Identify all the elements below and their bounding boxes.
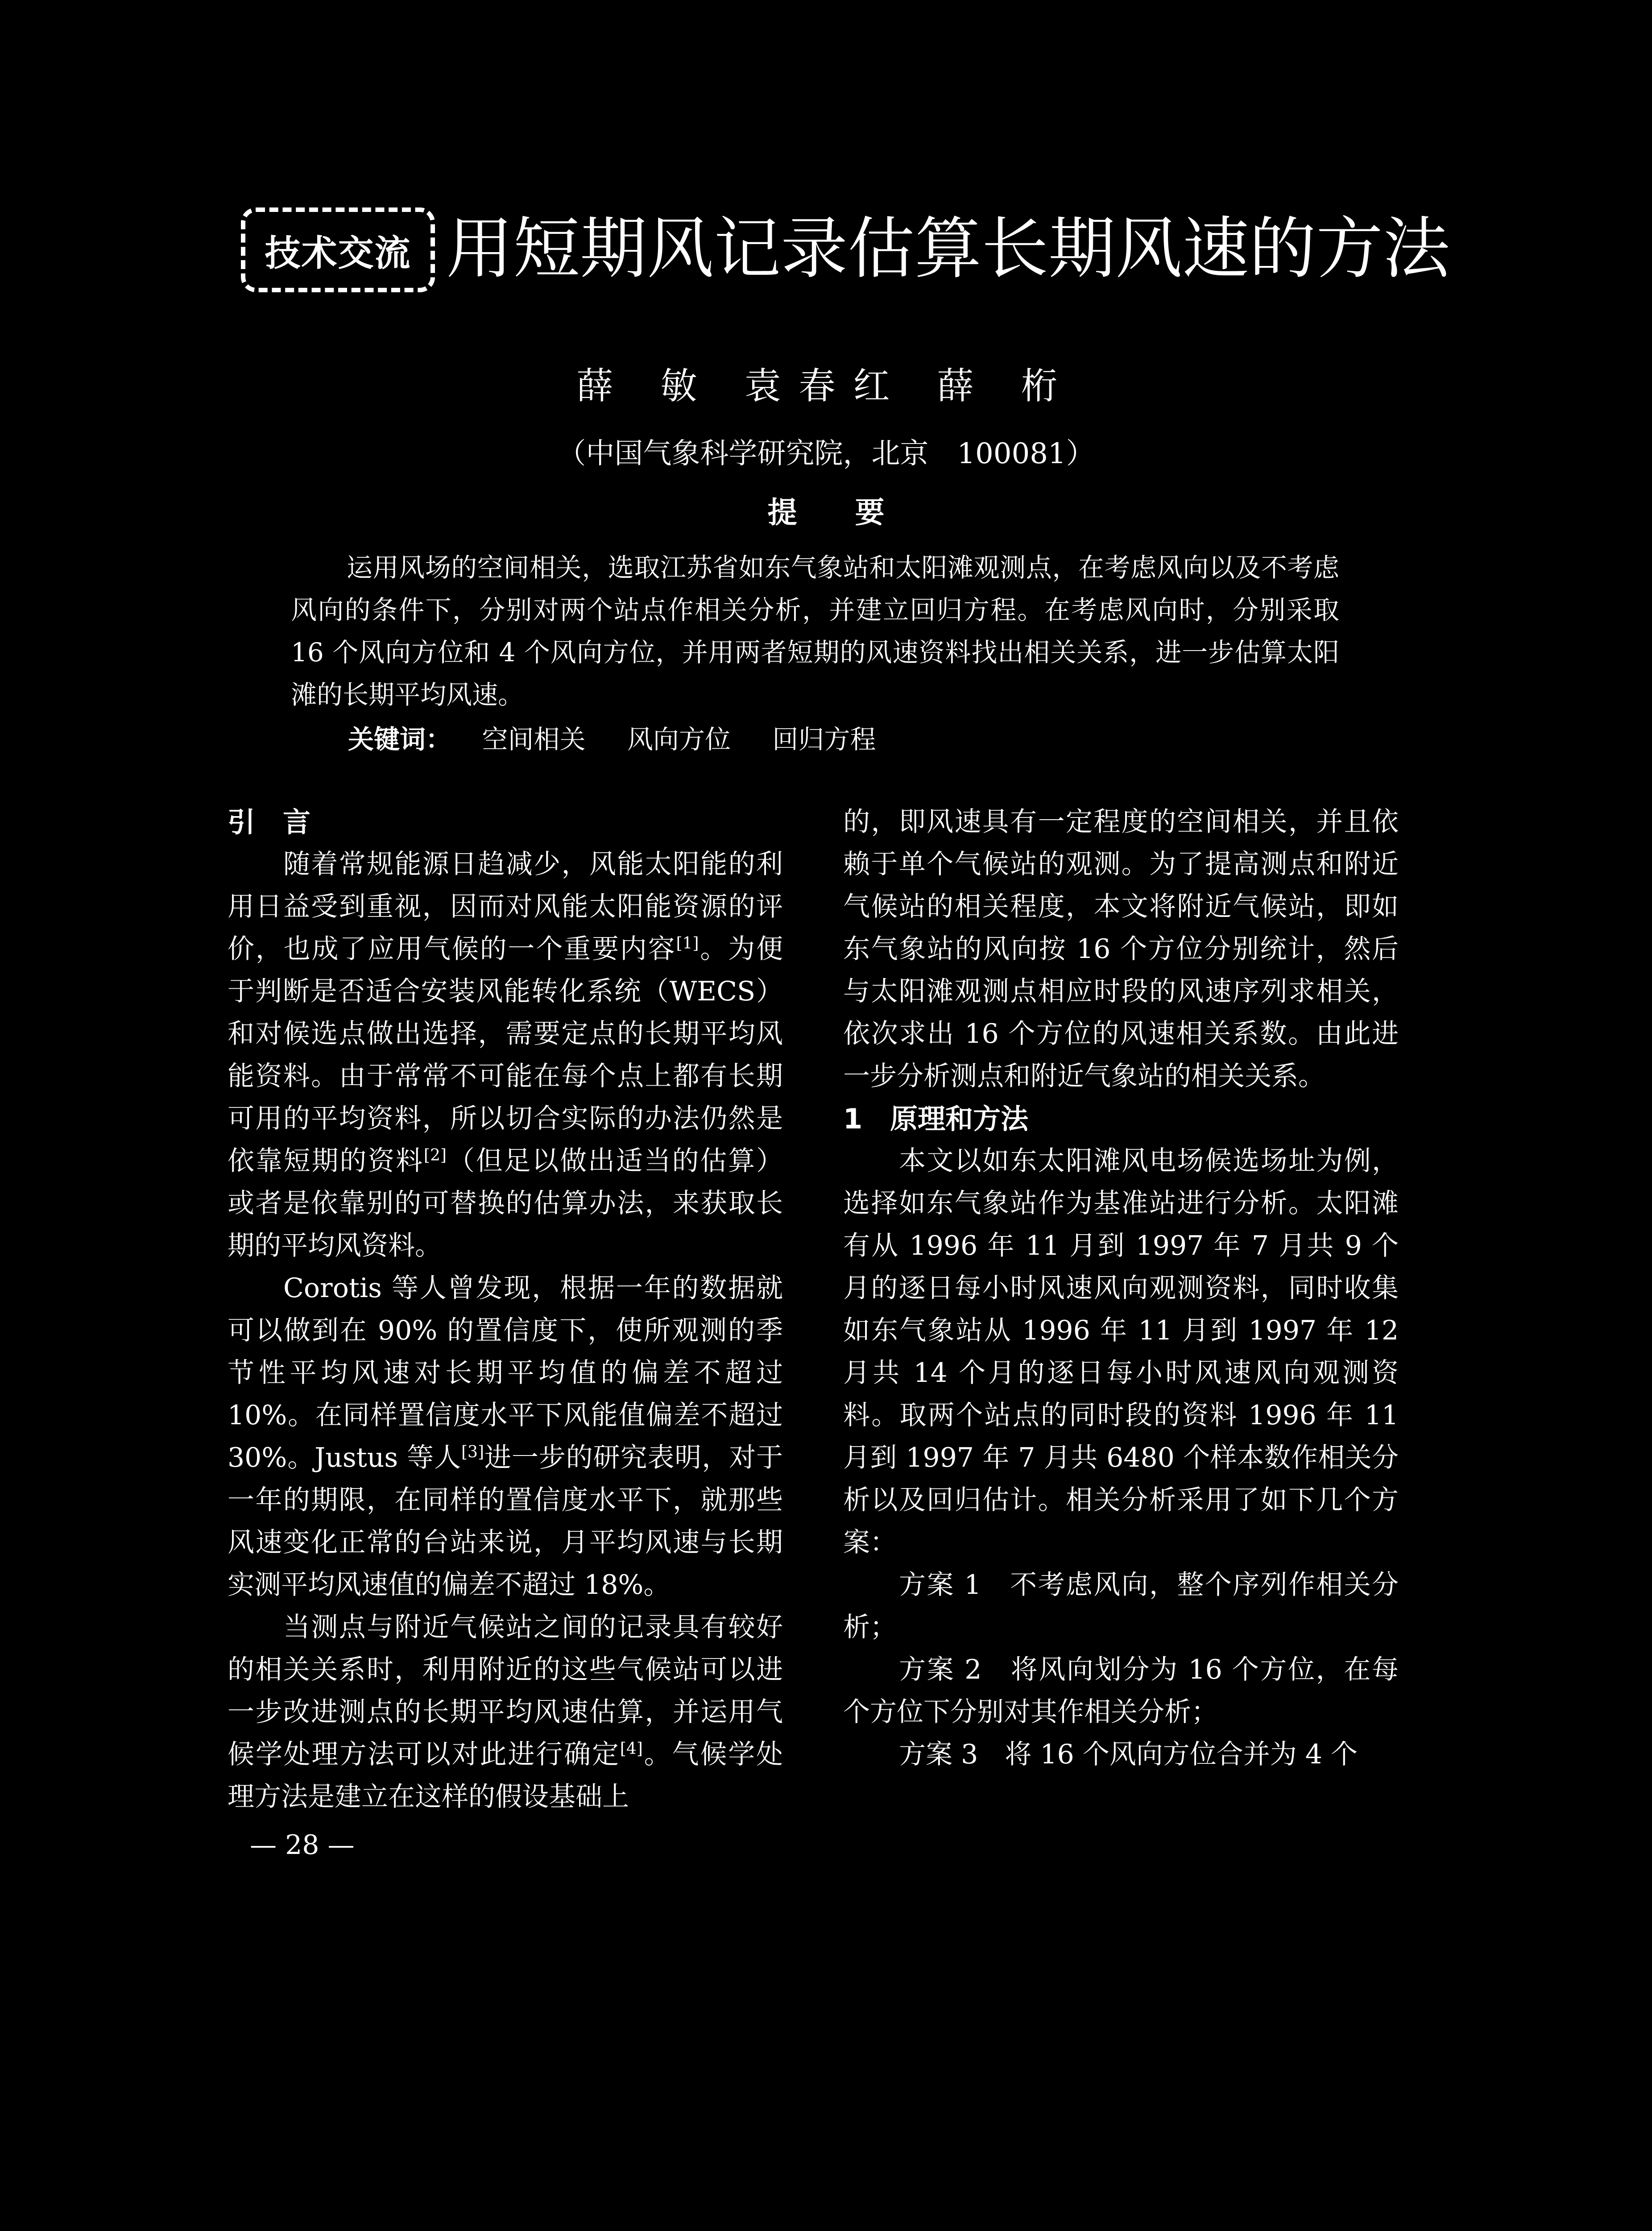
paragraph: 的，即风速具有一定程度的空间相关，并且依赖于单个气候站的观测。为了提高测点和附近气候站的相关程度，本文将附近气候站，即如东气象站的风向按 16 个方位分别统计，然后与太阳滩观测点相应时段的风速序列求相关，依次求出 16 个方位的风速相关系数。由此进一步分析测点和附近气象站的相关关系。 (843, 806, 1399, 1092)
scheme-3: 方案 3 将 16 个风向方位合并为 4 个 (899, 1739, 1358, 1770)
keyword: 回归方程 (772, 724, 876, 755)
paragraph-text: 。为便于判断是否适合安装风能转化系统（WECS）和对候选点做出选择，需要定点的长期平均风能资料。由于常常不可能在每个点上都有长期可用的平均资料，所以切合实际的办法仍然是依靠短期的资料 (228, 933, 783, 1177)
keyword: 空间相关 (482, 724, 586, 755)
keyword: 风向方位 (627, 724, 731, 755)
section-heading-intro: 引 言 (228, 806, 311, 838)
paragraph-text: Corotis 等人曾发现，根据一年的数据就可以做到在 90% 的置信度下，使所观测的季节性平均风速对长期平均值的偏差不超过 10%。在同样置信度水平下风能值偏差不超过 30%。Justus 等人 (228, 1273, 783, 1473)
affiliation: （中国气象科学研究院，北京 100081） (557, 437, 1095, 470)
section-heading-methods: 1 原理和方法 (843, 1103, 1029, 1135)
paragraph-text: 随着常规能源日趋减少，风能太阳能的利用日益受到重视，因而对风能太阳能资源的评价，也成了应用气候的一个重要内容 (228, 849, 783, 965)
authors: 薛 敏 袁春红 薛 桁 (576, 365, 1076, 407)
keywords-label: 关键词： (348, 724, 452, 755)
article-title: 用短期风记录估算长期风速的方法 (446, 210, 1450, 288)
keywords (348, 718, 909, 756)
scheme-1: 方案 1 不考虑风向，整个序列作相关分析； (843, 1569, 1399, 1643)
citation: [3] (461, 1443, 484, 1461)
left-column (228, 801, 783, 1818)
scheme-2: 方案 2 将风向划分为 16 个方位，在每个方位下分别对其作相关分析； (843, 1654, 1399, 1728)
paragraph (228, 1606, 783, 1818)
citation: [1] (676, 934, 699, 953)
right-column (843, 801, 1399, 1776)
paragraph: 本文以如东太阳滩风电场候选场址为例，选择如东气象站作为基准站进行分析。太阳滩有从 1996 年 11 月到 1997 年 7 月共 9 个月的逐日每小时风速风向观测资料，同时收集如东气象站从 1996 年 11 月到 1997 年 12 月共 14 个月的逐日每小时风速风向观测资料。取两个站点的同时段的资料 1996 年 11 月到 1997 年 7 月共 6480 个样本数作相关分析以及回归估计。相关分析采用了如下几个方案： (843, 1145, 1399, 1558)
paragraph (228, 1267, 783, 1606)
citation: [2] (423, 1146, 447, 1165)
badge-label: 技术交流 (265, 232, 411, 274)
paragraph-text: 进一步的研究表明，对于一年的期限，在同样的置信度水平下，就那些风速变化正常的台站来说，月平均风速与长期实测平均风速值的偏差不超过 18%。 (228, 1442, 783, 1601)
paragraph-text: 当测点与附近气候站之间的记录具有较好的相关关系时，利用附近的这些气候站可以进一步改进测点的长期平均风速估算，并运用气候学处理方法可以对此进行确定 (228, 1612, 783, 1770)
abstract-heading: 提要 (767, 495, 943, 530)
page-number: — 28 — (250, 1829, 355, 1861)
paragraph (228, 843, 783, 1267)
citation: [4] (620, 1740, 643, 1758)
paragraph-text: 。气候学处理方法是建立在这样的假设基础上 (228, 1739, 783, 1812)
column-badge (241, 207, 435, 292)
abstract-text: 运用风场的空间相关，选取江苏省如东气象站和太阳滩观测点，在考虑风向以及不考虑风向的条件下，分别对两个站点作相关分析，并建立回归方程。在考虑风向时，分别采取 16 个风向方位和 4 个风向方位，并用两者短期的风速资料找出相关关系，进一步估算太阳滩的长期平均风速。 (291, 552, 1339, 710)
paragraph-text: （但足以做出适当的估算）或者是依靠别的可替换的估算办法，来获取长期的平均风资料。 (228, 1145, 783, 1261)
